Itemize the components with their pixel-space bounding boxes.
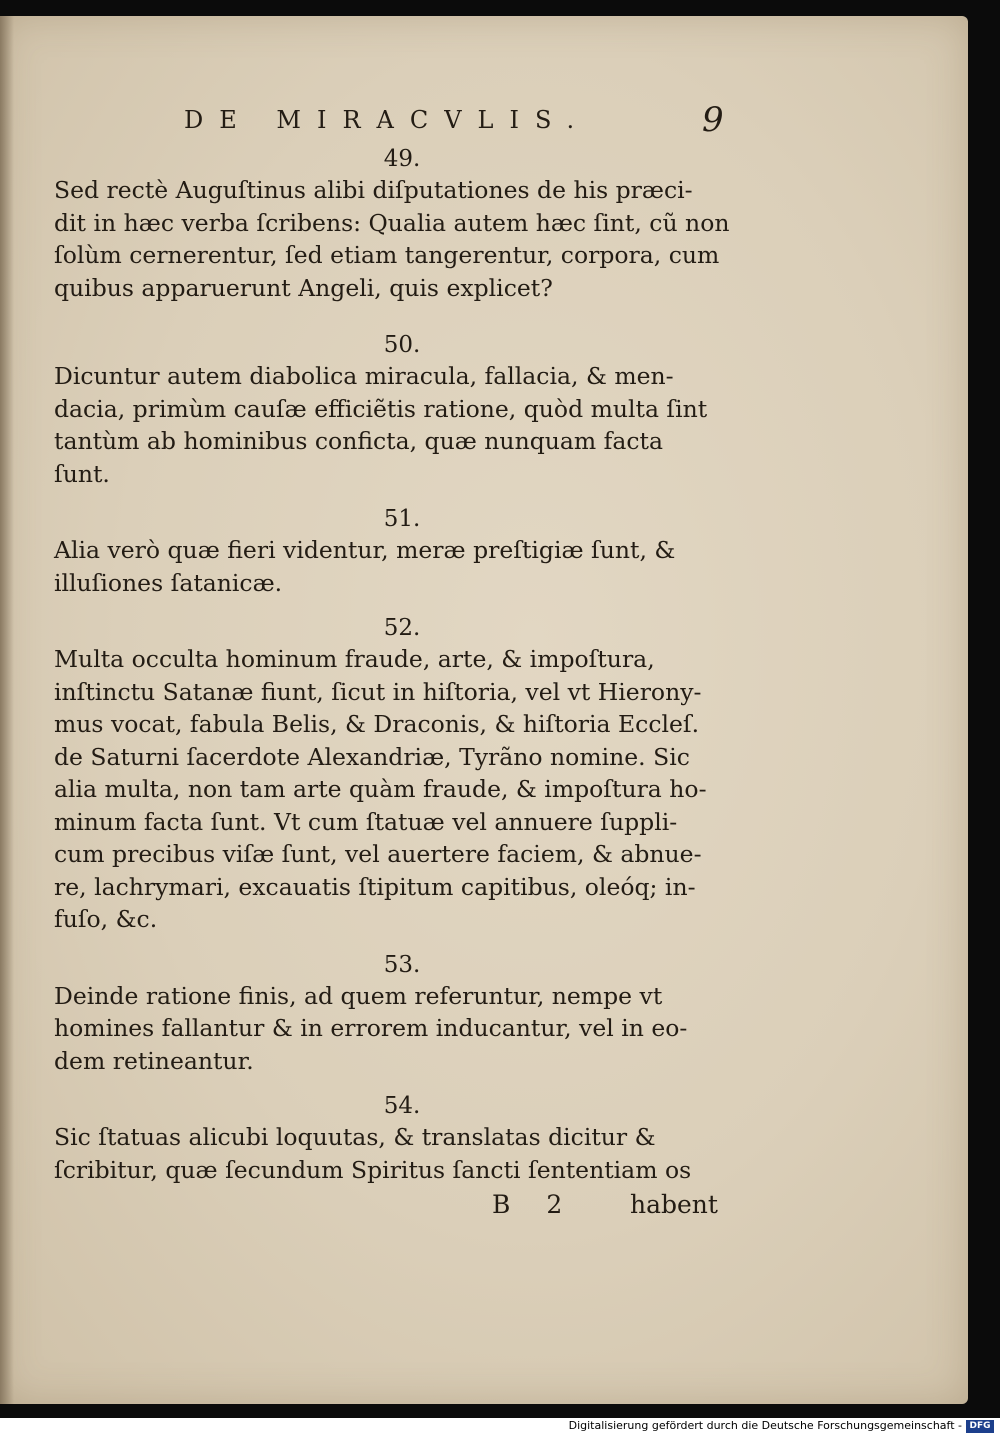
credit-text: Digitalisierung gefördert durch die Deutsche Forschungsgemeinschaft - (568, 1419, 962, 1432)
section-52 (54, 613, 730, 936)
digitization-credit-bar (0, 1418, 1000, 1436)
section-number: 52. (383, 615, 421, 641)
running-title: DE MIRACVLIS. (184, 106, 591, 134)
spine-shadow (0, 16, 14, 1404)
section-50 (54, 330, 730, 490)
section-54 (54, 1091, 730, 1186)
section-text: Multa occulta hominum fraude, arte, & impoſtura, inſtinctu Satanæ fiunt, ſicut in hiſtoria, vel vt Hierony- mus vocat, fabula Belis, & Draconis, & hiſtoria Eccleſ. de Saturni ſacerdote Alexandriæ, Tyrãno nomine. Sic alia multa, non tam arte quàm fraude, & impoſtura ho- minum facta ſunt. Vt cum ſtatuæ vel annuere ſuppli- cum precibus viſæ ſunt, vel auertere faciem, & abnue- re, lachrymari, excauatis ſtipitum capitibus, oleóq; in- fuſo, &c. (54, 645, 707, 933)
page-number: 9 (702, 100, 724, 140)
text-block (54, 100, 730, 1224)
section-number: 54. (383, 1093, 421, 1119)
section-number: 49. (383, 146, 421, 172)
section-number: 50. (383, 332, 421, 358)
running-head (54, 100, 730, 144)
section-number: 51. (383, 506, 421, 532)
section-49 (54, 144, 730, 304)
section-number: 53. (383, 951, 421, 978)
section-text: Deinde ratione finis, ad quem referuntur, nempe vt homines fallantur & in errorem inducantur, vel in eo- dem retineantur. (54, 981, 688, 1075)
signature-mark: B 2 (492, 1190, 577, 1219)
catchword: habent (630, 1190, 718, 1219)
section-text: Sic ſtatuas alicubi loquutas, & translatas dicitur & ſcribitur, quæ ſecundum Spiritus ſancti ſententiam os (54, 1123, 692, 1184)
section-53 (54, 950, 730, 1078)
section-text: Dicuntur autem diabolica miracula, fallacia, & men- dacia, primùm cauſæ efficiẽtis ratione, quòd multa ſint tantùm ab hominibus conficta, quæ nunquam facta ſunt. (54, 362, 708, 488)
dfg-logo-icon: DFG (966, 1420, 994, 1433)
section-text: Sed rectè Auguſtinus alibi diſputationes de his præci- dit in hæc verba ſcribens: Qualia autem hæc ſint, cũ non ſolùm cernerentur, ſed etiam tangerentur, corpora, cum quibus apparuerunt Angeli, quis explicet? (54, 176, 730, 302)
section-text: Alia verò quæ fieri videntur, meræ preſtigiæ ſunt, & illuſiones ſatanicæ. (54, 536, 676, 597)
section-51 (54, 504, 730, 599)
direction-line (54, 1190, 730, 1224)
